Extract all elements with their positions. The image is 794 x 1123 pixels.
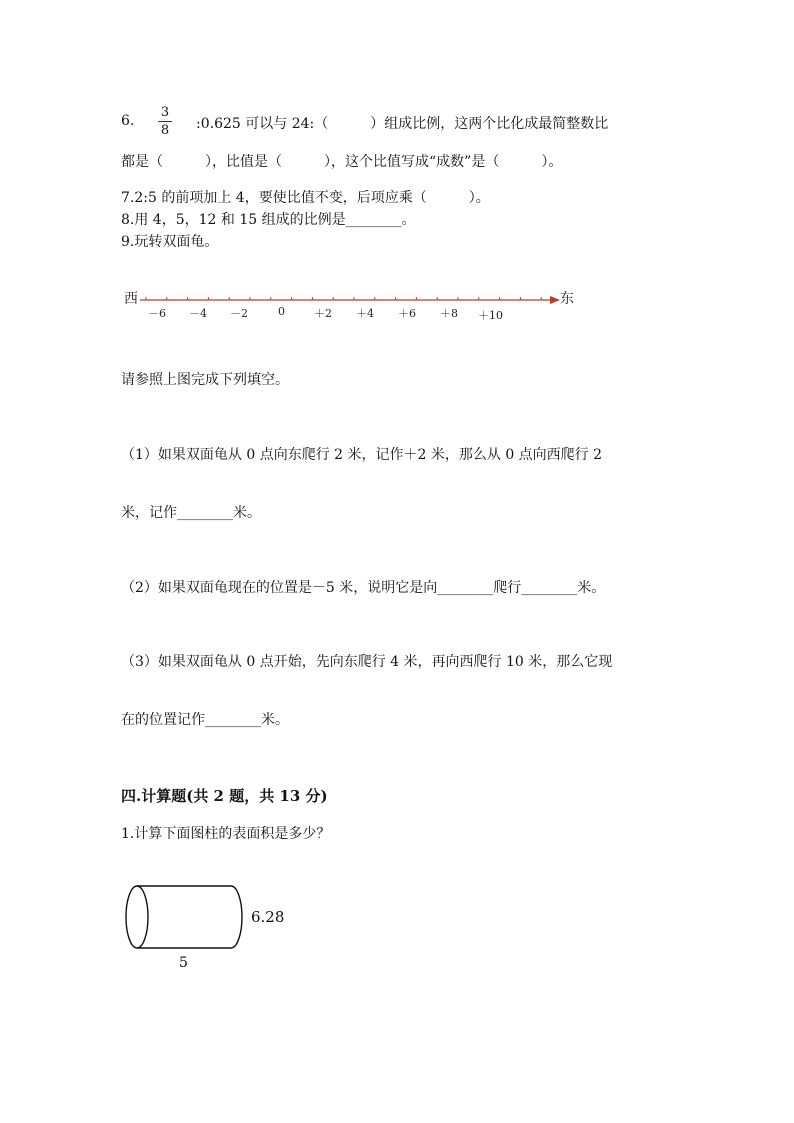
q7-text: 7.2:5 的前项加上 4，要使比值不变，后项应乘（ ）。 [121,190,490,206]
tick-label: 0 [278,305,285,318]
instruction-text: 请参照上图完成下列填空。 [121,372,289,388]
tick-label: ＋10 [478,309,503,322]
q6-number: 6. [121,113,135,129]
fraction-bar [158,121,172,122]
cylinder-side-label: 6.28 [251,908,285,926]
fraction-numerator: 3 [160,105,170,120]
tick-label: －2 [230,307,248,320]
fraction-denominator: 8 [160,123,170,138]
q6-line2-text: 都是（ ），比值是（ ），这个比值写成“成数”是（ ）。 [121,154,563,170]
section-heading: 四.计算题(共 2 题，共 13 分) [121,787,328,805]
tick-label: ＋2 [314,307,332,320]
sub2-text: （2）如果双面龟现在的位置是－5 米，说明它是向________爬行________米。 [121,580,606,596]
tick-label: －4 [189,307,207,320]
tick-label: ＋8 [440,307,458,320]
number-line [118,284,588,326]
cylinder-figure [118,878,298,974]
tick-label: －6 [148,307,166,320]
sub1-line2: 米，记作________米。 [121,505,261,521]
cylinder-left-face [126,886,148,948]
cylinder-bottom-label: 5 [179,955,188,971]
q8-text: 8.用 4，5，12 和 15 组成的比例是________。 [121,212,416,228]
tick-label: ＋4 [356,307,374,320]
q9-text: 9.玩转双面龟。 [121,234,219,250]
q6-line1-text: :0.625 可以与 24:（ ）组成比例，这两个比化成最简整数比 [196,116,609,132]
cylinder-body [137,886,242,948]
sub3-line1: （3）如果双面龟从 0 点开始，先向东爬行 4 米，再向西爬行 10 米，那么它现 [121,654,613,670]
fraction-3-8 [158,106,172,137]
tick-label: ＋6 [398,307,416,320]
sub3-line2: 在的位置记作________米。 [121,712,289,728]
west-label: 西 [124,291,138,307]
arrow-head-icon [550,296,560,304]
sub1-line1: （1）如果双面龟从 0 点向东爬行 2 米，记作＋2 米，那么从 0 点向西爬行 2 [121,447,603,463]
calc1-text: 1.计算下面图柱的表面积是多少？ [121,826,331,842]
east-label: 东 [560,291,574,307]
